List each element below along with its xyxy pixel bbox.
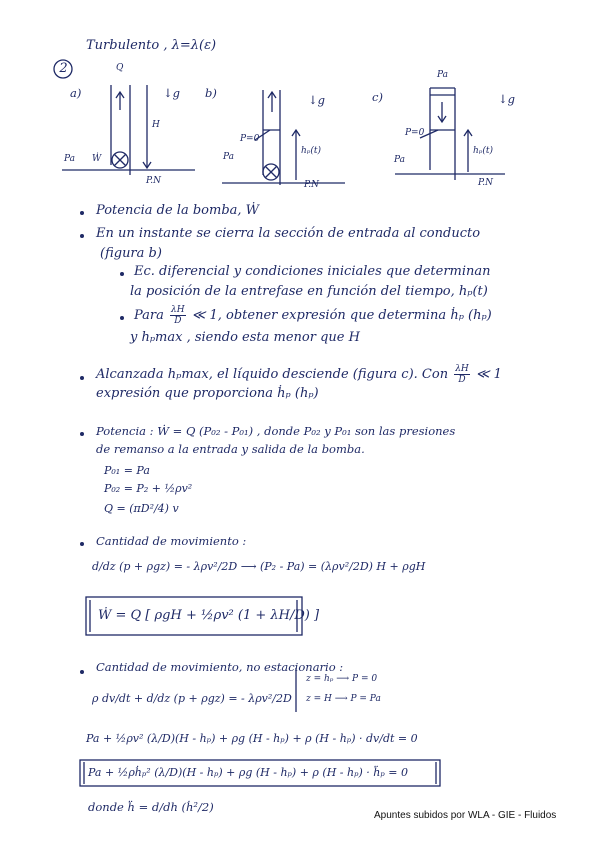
bullet-dot: [80, 542, 84, 546]
movimiento-eq: d/dz (p + ρgz) = - λρv²/2D ⟶ (P₂ - Pa) = (λρv²/2D) H + ρgH: [92, 560, 426, 573]
fig-c-hp: hₚ(t): [473, 146, 494, 156]
boxed-final: Pa + ½ρḣₚ² (λ/D)(H - hₚ) + ρg (H - hₚ) + ρ (H - hₚ) · ḧₚ = 0: [88, 766, 408, 779]
fig-a-g: ↓g: [163, 86, 180, 100]
bullet-alcanzada-2: expresión que proporciona ḣₚ (hₚ): [96, 386, 319, 401]
header-title: Turbulento , λ=λ(ε): [86, 38, 217, 53]
potencia-line2: de remanso a la entrada y salida de la bomba.: [96, 442, 365, 456]
bullet-para: Para $\frac{\lambda H}{D}$ ≪ 1, obtener expresión que determina ḣₚ (hₚ): [134, 305, 492, 326]
bullet-para-2: y hₚmax , siendo esta menor que H: [130, 330, 360, 345]
potencia-eq3: Q = (πD²/4) v: [104, 502, 179, 515]
boxed-potencia: Ẇ = Q [ ρgH + ½ρv² (1 + λH/D) ]: [98, 608, 320, 623]
footer-credit: Apuntes subidos por WLA - GIE - Fluidos: [374, 810, 557, 821]
bullet-instante-2: (figura b): [100, 246, 162, 261]
problem-number: 2: [59, 61, 68, 76]
fig-a-w: Ẇ: [92, 154, 102, 164]
donde-line: donde ḧ = d/dh (ḣ²/2): [88, 800, 214, 814]
fig-b-label: b): [205, 86, 217, 100]
fig-b-p0: P=0: [240, 134, 260, 144]
fig-b-g: ↓g: [308, 93, 325, 107]
bullet-instante-1: En un instante se cierra la sección de entrada al conducto: [96, 226, 481, 241]
fig-a-label: a): [70, 86, 82, 100]
movimiento-title: Cantidad de movimiento :: [96, 534, 247, 548]
fig-b-pa: Pa: [223, 152, 235, 162]
bullet-dot: [80, 670, 84, 674]
no-estacionario-eq: ρ dv/dt + d/dz (p + ρgz) = - λρv²/2D: [92, 692, 292, 705]
bullet-dot: [120, 316, 124, 320]
fig-b-hp: hₚ(t): [301, 146, 322, 156]
bullet-ec-2: la posición de la entrefase en función del tiempo, hₚ(t): [130, 284, 488, 299]
fraction-lambda-h-d: $\frac{\lambda H}{D}$: [171, 305, 185, 326]
fig-a-pa: Pa: [64, 154, 76, 164]
fig-c-pa: Pa: [394, 155, 406, 165]
bullet-dot: [80, 234, 84, 238]
fig-c-pa-top: Pa: [437, 70, 449, 80]
fig-a-pn: P.N: [146, 176, 161, 186]
bullet-dot: [80, 376, 84, 380]
fig-a-q: Q: [116, 63, 124, 73]
bullet-dot: [80, 211, 84, 215]
bullet-dot: [80, 432, 84, 436]
potencia-line1: Potencia : Ẇ = Q (P₀₂ - P₀₁) , donde P₀₂ y P₀₁ son las presiones: [96, 424, 456, 438]
fraction-lambda-h-d: $\frac{\lambda H}{D}$: [455, 364, 469, 385]
fig-c-pn: P.N: [478, 178, 493, 188]
bullet-alcanzada: Alcanzada hₚmax, el líquido desciende (figura c). Con $\frac{\lambda H}{D}$ ≪ 1: [96, 364, 502, 385]
fig-c-label: c): [372, 90, 383, 104]
bullet-ec-1: Ec. diferencial y condiciones iniciales que determinan: [134, 264, 491, 279]
fig-a-h: H: [152, 120, 160, 130]
no-estacionario-eq2: Pa + ½ρv² (λ/D)(H - hₚ) + ρg (H - hₚ) + ρ (H - hₚ) · dv/dt = 0: [86, 732, 418, 745]
potencia-eq1: P₀₁ = Pa: [104, 464, 150, 477]
boundary-condition-2: z = H ⟶ P = Pa: [306, 694, 381, 704]
no-estacionario-title: Cantidad de movimiento, no estacionario :: [96, 660, 344, 674]
fig-c-g: ↓g: [498, 92, 515, 106]
fig-b-pn: P.N: [304, 180, 319, 190]
boundary-condition-1: z = hₚ ⟶ P = 0: [306, 674, 378, 684]
potencia-eq2: P₀₂ = P₂ + ½ρv²: [104, 482, 193, 495]
bullet-potencia: Potencia de la bomba, Ẇ: [96, 203, 260, 218]
bullet-dot: [120, 272, 124, 276]
fig-c-p0: P=0: [405, 128, 425, 138]
